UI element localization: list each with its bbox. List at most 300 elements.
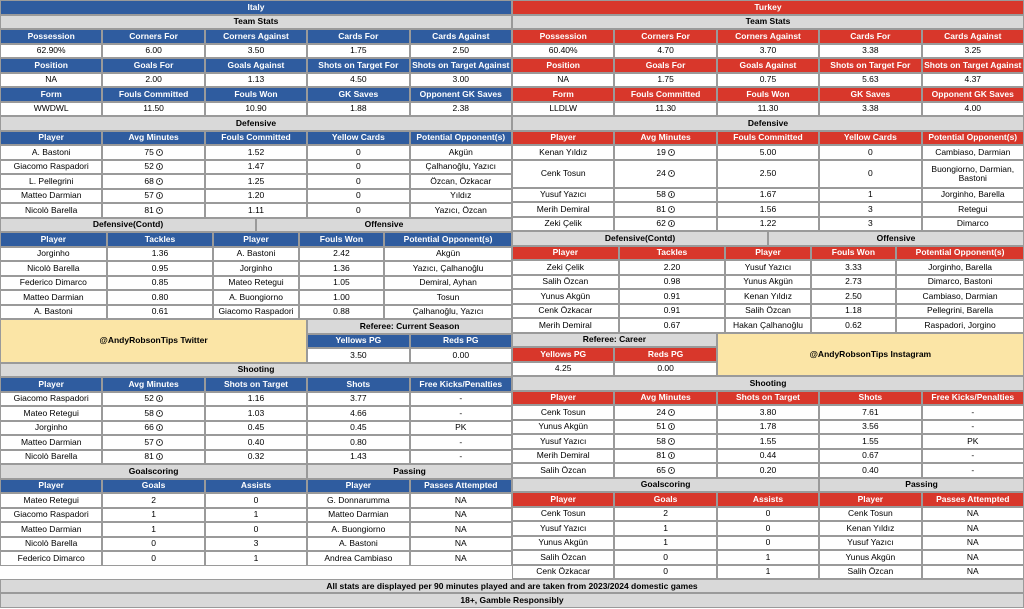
table-cell: Giacomo Raspadori: [0, 392, 102, 407]
table-cell: -: [922, 405, 1024, 420]
table-cell: 1.03: [205, 406, 307, 421]
table-cell: Yunus Akgün: [512, 289, 619, 304]
table-cell: 1: [102, 522, 204, 537]
table-row: [0, 276, 512, 291]
table-cell: 0.88: [299, 305, 384, 320]
promo-referee-block: [512, 333, 1024, 377]
stats-value: 1.13: [205, 73, 307, 88]
column-header: Player: [0, 479, 102, 494]
stats-value: 2.00: [102, 73, 204, 88]
table-cell: [102, 392, 204, 407]
table-cell: 1.43: [307, 450, 409, 465]
column-header: Potential Opponent(s): [410, 131, 512, 146]
table-row: [512, 318, 1024, 333]
table-row: [512, 347, 717, 362]
column-header: Yellows PG: [307, 334, 409, 349]
table-cell: Nicolò Barella: [0, 203, 102, 218]
table-row: [512, 536, 1024, 551]
table-row: [0, 15, 512, 30]
table-cell: Matteo Darmian: [0, 522, 102, 537]
table-cell: Dimarco, Bastoni: [896, 275, 1024, 290]
table-row: [0, 363, 512, 378]
table-cell: Nicolò Barella: [0, 261, 107, 276]
table-cell: 1.36: [107, 247, 214, 262]
table-row: [512, 434, 1024, 449]
stats-value: WWDWL: [0, 102, 102, 117]
table-row: [512, 391, 1024, 406]
table-cell: A. Bastoni: [0, 305, 107, 320]
table-row: [0, 232, 512, 247]
table-cell: A. Bastoni: [213, 247, 298, 262]
table-cell: 0: [102, 537, 204, 552]
table-cell: 0.80: [307, 435, 409, 450]
table-cell: 0: [205, 522, 307, 537]
table-cell: 1.00: [299, 290, 384, 305]
clock-icon: [156, 192, 163, 199]
table-cell: 1.56: [717, 202, 819, 217]
column-header: Passes Attempted: [410, 479, 512, 494]
table-row: [0, 174, 512, 189]
table-row: [0, 537, 512, 552]
table-cell: Salih Özcan: [512, 275, 619, 290]
table-cell: [102, 406, 204, 421]
section-title: Passing: [819, 478, 1024, 493]
table-cell: Jorginho: [213, 261, 298, 276]
table-row: [0, 102, 512, 117]
table-row: [0, 73, 512, 88]
avg-minutes-value: 57: [144, 190, 154, 201]
table-cell: Giacomo Raspadori: [0, 160, 102, 175]
column-header: Fouls Won: [811, 246, 896, 261]
column-header: Free Kicks/Penalties: [922, 391, 1024, 406]
table-cell: 1.05: [299, 276, 384, 291]
footer-note: All stats are displayed per 90 minutes played and are taken from 2023/2024 domestic games: [0, 579, 1024, 594]
stats-header: Fouls Won: [205, 87, 307, 102]
table-cell: [614, 160, 716, 188]
table-cell: 1: [614, 536, 716, 551]
table-cell: Çalhanoğlu, Yazıcı: [384, 305, 512, 320]
column-header: Passes Attempted: [922, 492, 1024, 507]
table-cell: 3: [205, 537, 307, 552]
column-header: Player: [307, 479, 409, 494]
column-header: Avg Minutes: [102, 377, 204, 392]
column-header: Assists: [717, 492, 819, 507]
column-header: Shots on Target: [205, 377, 307, 392]
avg-minutes-value: 57: [144, 436, 154, 447]
table-cell: [614, 145, 716, 160]
table-row: [0, 305, 512, 320]
table-cell: Cenk Tosun: [819, 507, 921, 522]
table-row: [512, 275, 1024, 290]
table-cell: 4.66: [307, 406, 409, 421]
stats-value: 4.00: [922, 102, 1024, 117]
table-cell: Buongiorno, Darmian, Bastoni: [922, 160, 1024, 188]
table-cell: Jorginho: [0, 421, 102, 436]
table-cell: 0.67: [619, 318, 726, 333]
section-title: Passing: [307, 464, 512, 479]
table-cell: 2.73: [811, 275, 896, 290]
table-cell: Yusuf Yazıcı: [725, 260, 810, 275]
table-cell: 0: [819, 145, 921, 160]
table-cell: 2: [614, 507, 716, 522]
avg-minutes-value: 62: [656, 218, 666, 229]
table-cell: Nicolò Barella: [0, 537, 102, 552]
table-row: [0, 522, 512, 537]
table-row: [0, 508, 512, 523]
table-cell: Cenk Tosun: [512, 405, 614, 420]
table-cell: 2.50: [717, 160, 819, 188]
stats-header: Fouls Won: [717, 87, 819, 102]
stats-value: 4.50: [307, 73, 409, 88]
table-cell: Matteo Darmian: [0, 290, 107, 305]
stats-value: 62.90%: [0, 44, 102, 59]
table-row: [512, 15, 1024, 30]
avg-minutes-value: 65: [656, 464, 666, 475]
table-row: [0, 160, 512, 175]
table-cell: 0: [205, 493, 307, 508]
column-header: Yellow Cards: [307, 131, 409, 146]
column-header: Potential Opponent(s): [922, 131, 1024, 146]
stats-header: Possession: [512, 29, 614, 44]
referee-value: 0.00: [614, 362, 716, 377]
table-cell: [614, 217, 716, 232]
stats-value: NA: [0, 73, 102, 88]
stats-value: 1.75: [307, 44, 409, 59]
section-title: Offensive: [768, 231, 1024, 246]
stats-header: Opponent GK Saves: [922, 87, 1024, 102]
table-cell: 0: [307, 160, 409, 175]
table-row: [512, 463, 1024, 478]
table-cell: 0: [307, 145, 409, 160]
table-cell: 0.85: [107, 276, 214, 291]
table-cell: 1: [102, 508, 204, 523]
column-header: Shots: [307, 377, 409, 392]
stats-header: GK Saves: [819, 87, 921, 102]
stats-value: 3.25: [922, 44, 1024, 59]
stats-value: 0.75: [717, 73, 819, 88]
table-row: [307, 319, 512, 334]
footer-gamble: 18+, Gamble Responsibly: [0, 593, 1024, 608]
table-row: [512, 550, 1024, 565]
table-cell: Kenan Yıldız: [819, 521, 921, 536]
column-header: Player: [725, 246, 810, 261]
column-header: Player: [213, 232, 298, 247]
table-cell: 0.40: [205, 435, 307, 450]
table-row: [512, 73, 1024, 88]
table-cell: -: [410, 392, 512, 407]
table-cell: 1: [614, 521, 716, 536]
table-cell: Cenk Özkacar: [512, 565, 614, 580]
table-cell: 1.22: [717, 217, 819, 232]
table-cell: 2.20: [619, 260, 726, 275]
instagram-promo: @AndyRobsonTips Instagram: [717, 333, 1024, 377]
table-cell: 0.44: [717, 449, 819, 464]
table-cell: 0: [717, 536, 819, 551]
stats-header: GK Saves: [307, 87, 409, 102]
avg-minutes-value: 81: [144, 204, 154, 215]
column-header: Shots on Target: [717, 391, 819, 406]
table-cell: [102, 174, 204, 189]
table-cell: Zeki Çelik: [512, 260, 619, 275]
clock-icon: [156, 395, 163, 402]
table-row: [512, 217, 1024, 232]
stats-header: Fouls Committed: [102, 87, 204, 102]
table-row: [512, 44, 1024, 59]
table-cell: 0.80: [107, 290, 214, 305]
table-row: [0, 464, 512, 479]
table-row: [512, 58, 1024, 73]
clock-icon: [668, 409, 675, 416]
table-cell: Tosun: [384, 290, 512, 305]
stats-value: 3.70: [717, 44, 819, 59]
table-cell: Yunus Akgün: [512, 420, 614, 435]
stats-value: 11.30: [717, 102, 819, 117]
table-cell: A. Buongiorno: [307, 522, 409, 537]
column-header: Fouls Won: [299, 232, 384, 247]
stats-header: Opponent GK Saves: [410, 87, 512, 102]
table-row: [0, 145, 512, 160]
table-cell: 0.98: [619, 275, 726, 290]
table-cell: 1.20: [205, 189, 307, 204]
table-row: [512, 565, 1024, 580]
stats-value: 10.90: [205, 102, 307, 117]
table-cell: 1.78: [717, 420, 819, 435]
table-cell: 0: [307, 203, 409, 218]
section-title: Defensive: [0, 116, 512, 131]
column-header: Tackles: [107, 232, 214, 247]
table-cell: Giacomo Raspadori: [0, 508, 102, 523]
stats-header: Corners Against: [717, 29, 819, 44]
italy-panel: [0, 0, 512, 566]
table-cell: 1.52: [205, 145, 307, 160]
table-row: [512, 260, 1024, 275]
stats-value: 4.70: [614, 44, 716, 59]
table-cell: Yazıcı, Çalhanoğlu: [384, 261, 512, 276]
table-row: [0, 131, 512, 146]
table-cell: Mateo Retegui: [0, 406, 102, 421]
column-header: Potential Opponent(s): [384, 232, 512, 247]
table-cell: Raspadori, Jorgino: [896, 318, 1024, 333]
table-cell: 1.47: [205, 160, 307, 175]
table-cell: -: [922, 449, 1024, 464]
table-cell: 0.62: [811, 318, 896, 333]
column-header: Avg Minutes: [614, 131, 716, 146]
table-cell: NA: [922, 507, 1024, 522]
table-row: [0, 87, 512, 102]
stats-value: 6.00: [102, 44, 204, 59]
table-cell: Yusuf Yazıcı: [512, 188, 614, 203]
section-title: Offensive: [256, 218, 512, 233]
table-row: [0, 29, 512, 44]
table-cell: Yunus Akgün: [512, 536, 614, 551]
table-cell: Cenk Özkacar: [512, 304, 619, 319]
table-cell: [614, 449, 716, 464]
table-row: [0, 218, 512, 233]
table-cell: 3: [819, 217, 921, 232]
avg-minutes-value: 19: [656, 146, 666, 157]
table-cell: 0.95: [107, 261, 214, 276]
column-header: Goals: [614, 492, 716, 507]
table-cell: 0: [614, 565, 716, 580]
section-title: Goalscoring: [512, 478, 819, 493]
table-row: [512, 492, 1024, 507]
stats-value: 2.38: [410, 102, 512, 117]
table-cell: 1.67: [717, 188, 819, 203]
column-header: Player: [0, 131, 102, 146]
table-cell: [614, 434, 716, 449]
table-row: [512, 420, 1024, 435]
avg-minutes-value: 75: [144, 146, 154, 157]
stats-header: Goals For: [102, 58, 204, 73]
table-cell: 1: [819, 188, 921, 203]
clock-icon: [668, 220, 675, 227]
stats-header: Cards Against: [410, 29, 512, 44]
section-title: Team Stats: [0, 15, 512, 30]
table-cell: 3.33: [811, 260, 896, 275]
stats-value: 11.50: [102, 102, 204, 117]
table-cell: 0.20: [717, 463, 819, 478]
table-row: [512, 304, 1024, 319]
table-cell: 3.80: [717, 405, 819, 420]
table-cell: 1: [717, 550, 819, 565]
table-cell: 0: [307, 189, 409, 204]
table-cell: 1.55: [717, 434, 819, 449]
table-row: [0, 44, 512, 59]
avg-minutes-value: 24: [656, 168, 666, 179]
column-header: Yellow Cards: [819, 131, 921, 146]
table-cell: Jorginho, Barella: [922, 188, 1024, 203]
clock-icon: [668, 206, 675, 213]
table-row: [512, 188, 1024, 203]
table-cell: [614, 188, 716, 203]
table-cell: Pellegrini, Barella: [896, 304, 1024, 319]
table-cell: 0.45: [307, 421, 409, 436]
table-cell: -: [410, 450, 512, 465]
table-cell: Salih Özcan: [512, 463, 614, 478]
table-cell: 2.50: [811, 289, 896, 304]
section-title: Shooting: [512, 376, 1024, 391]
table-cell: 1: [205, 551, 307, 566]
table-cell: PK: [410, 421, 512, 436]
table-row: [0, 450, 512, 465]
column-header: Shots: [819, 391, 921, 406]
stats-header: Position: [512, 58, 614, 73]
table-row: [512, 116, 1024, 131]
avg-minutes-value: 81: [656, 450, 666, 461]
table-row: [512, 246, 1024, 261]
table-cell: NA: [922, 536, 1024, 551]
table-cell: Hakan Çalhanoğlu: [725, 318, 810, 333]
table-row: [0, 435, 512, 450]
table-cell: Özcan, Özkacar: [410, 174, 512, 189]
table-cell: NA: [410, 508, 512, 523]
referee-value: 0.00: [410, 348, 512, 363]
clock-icon: [668, 149, 675, 156]
clock-icon: [668, 452, 675, 459]
table-cell: -: [410, 435, 512, 450]
table-cell: [614, 202, 716, 217]
table-row: [307, 348, 512, 363]
table-row: [512, 145, 1024, 160]
column-header: Avg Minutes: [102, 131, 204, 146]
table-cell: 0: [102, 551, 204, 566]
stats-value: 11.30: [614, 102, 716, 117]
stats-header: Corners For: [102, 29, 204, 44]
column-header: Fouls Committed: [205, 131, 307, 146]
table-cell: Kenan Yıldız: [512, 145, 614, 160]
table-cell: Giacomo Raspadori: [213, 305, 298, 320]
referee-title: Referee: Current Season: [307, 319, 512, 334]
table-cell: [614, 405, 716, 420]
clock-icon: [668, 467, 675, 474]
table-cell: 0: [717, 507, 819, 522]
table-cell: A. Buongiorno: [213, 290, 298, 305]
table-cell: Yunus Akgün: [725, 275, 810, 290]
column-header: Fouls Committed: [717, 131, 819, 146]
table-row: [512, 160, 1024, 188]
table-cell: 0.67: [819, 449, 921, 464]
column-header: Player: [512, 131, 614, 146]
table-row: [512, 478, 1024, 493]
table-row: [512, 202, 1024, 217]
table-cell: Cenk Tosun: [512, 507, 614, 522]
table-cell: Yusuf Yazıcı: [819, 536, 921, 551]
table-cell: -: [922, 463, 1024, 478]
table-cell: Matteo Darmian: [0, 189, 102, 204]
table-row: [0, 406, 512, 421]
table-cell: Federico Dimarco: [0, 276, 107, 291]
stats-value: 3.38: [819, 44, 921, 59]
table-row: [512, 376, 1024, 391]
table-cell: Yıldız: [410, 189, 512, 204]
clock-icon: [156, 178, 163, 185]
promo-referee-block: [0, 319, 512, 363]
table-row: [0, 479, 512, 494]
table-cell: -: [922, 420, 1024, 435]
table-cell: PK: [922, 434, 1024, 449]
table-cell: Merih Demiral: [512, 449, 614, 464]
table-cell: Mateo Retegui: [213, 276, 298, 291]
table-cell: 7.61: [819, 405, 921, 420]
table-cell: Yusuf Yazıcı: [512, 521, 614, 536]
column-header: Player: [512, 246, 619, 261]
table-cell: 5.00: [717, 145, 819, 160]
avg-minutes-value: 68: [144, 175, 154, 186]
stats-value: 3.38: [819, 102, 921, 117]
column-header: Player: [0, 232, 107, 247]
table-cell: 1.55: [819, 434, 921, 449]
table-row: [512, 102, 1024, 117]
table-cell: [102, 189, 204, 204]
table-cell: 3.56: [819, 420, 921, 435]
table-cell: -: [410, 406, 512, 421]
column-header: Reds PG: [410, 334, 512, 349]
column-header: Player: [0, 377, 102, 392]
table-row: [0, 0, 512, 15]
column-header: Tackles: [619, 246, 726, 261]
stats-header: Goals Against: [717, 58, 819, 73]
table-cell: Salih Özcan: [725, 304, 810, 319]
column-header: Goals: [102, 479, 204, 494]
clock-icon: [668, 191, 675, 198]
table-cell: 3.77: [307, 392, 409, 407]
table-row: [512, 405, 1024, 420]
table-cell: 0.32: [205, 450, 307, 465]
table-row: [0, 116, 512, 131]
table-cell: [102, 145, 204, 160]
stats-value: 5.63: [819, 73, 921, 88]
table-cell: 2.42: [299, 247, 384, 262]
